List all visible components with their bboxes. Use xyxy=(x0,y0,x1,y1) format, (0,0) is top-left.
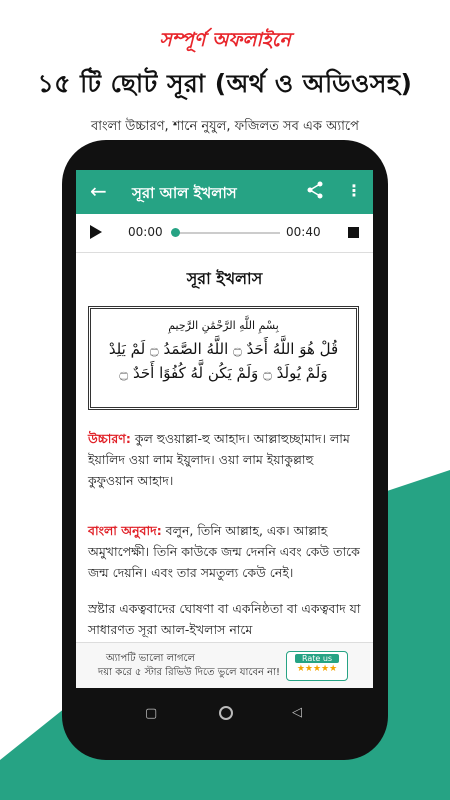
play-icon[interactable] xyxy=(90,225,102,239)
translation-label: বাংলা অনুবাদ: xyxy=(88,523,162,538)
share-icon[interactable] xyxy=(306,181,324,199)
seek-knob[interactable] xyxy=(171,228,180,237)
total-time: 00:40 xyxy=(286,225,321,239)
arrow-left-icon[interactable]: ← xyxy=(90,179,107,203)
info-paragraph xyxy=(88,598,362,640)
app-bar-title: সূরা আল ইখলাস xyxy=(132,184,237,202)
arabic-verse-box xyxy=(88,306,359,410)
info-text: স্রষ্টার একত্ববাদের ঘোষণা বা একনিষ্ঠতা বা একত্ববাদ যা সাধারণত সূরা আল-ইখলাস নামে xyxy=(88,601,361,637)
pronunciation-label: উচ্চারণ: xyxy=(88,431,131,446)
arabic-line-2: وَلَمْ يُولَدْ ۝ وَلَمْ يَكُن لَّهُ كُفُوًا أَحَدٌ ۝ xyxy=(119,364,328,382)
promo-subtitle: বাংলা উচ্চারণ, শানে নুযুল, ফজিলত সব এক অ্যাপে xyxy=(91,119,359,134)
arabic-bismillah: بِسْمِ اللَّهِ الرَّحْمَٰنِ الرَّحِيمِ xyxy=(168,319,279,332)
arabic-line-1: قُلْ هُوَ اللَّهُ أَحَدٌ ۝ اللَّهُ الصَّمَدُ ۝ لَمْ يَلِدْ xyxy=(108,340,339,358)
promo-title: ১৫ টি ছোট সূরা (অর্থ ও অডিওসহ) xyxy=(37,69,413,98)
nav-home-icon[interactable] xyxy=(219,706,233,720)
translation-text: বলুন, তিনি আল্লাহ, এক। আল্লাহ অমুখাপেক্ষী। তিনি কাউকে জন্ম দেননি এবং কেউ তাকে জন্ম দেয়নি। এবং তার সমতুল্য কেউ নেই। xyxy=(88,523,360,580)
audio-player xyxy=(76,214,373,253)
seek-bar[interactable] xyxy=(174,232,280,234)
more-vert-icon[interactable]: ⋮ xyxy=(346,181,362,200)
surah-heading: সূরা ইখলাস xyxy=(186,269,263,288)
rate-banner xyxy=(76,642,373,688)
rate-us-button[interactable] xyxy=(286,651,348,681)
nav-recent-icon[interactable]: ▢ xyxy=(145,706,158,721)
rate-line-2: দয়া করে ৫ স্টার রিভিউ দিতে ভুলে যাবেন না! xyxy=(98,667,281,678)
stop-icon[interactable] xyxy=(348,227,359,238)
star-rating-icon: ★★★★★ xyxy=(296,664,338,674)
promo-header xyxy=(0,26,450,138)
app-screen xyxy=(76,170,373,688)
promo-tagline: সম্পূর্ণ অফলাইনে xyxy=(159,29,291,51)
pronunciation-paragraph xyxy=(88,428,362,491)
current-time: 00:00 xyxy=(128,225,163,239)
pronunciation-text: কুল হুওয়াল্লা-হু আহাদ। আল্লাহুচ্ছামাদ। লাম ইয়ালিদ ওয়া লাম ইয়ুলাদ। ওয়া লাম ইয়াকুল্লাহু কুফুওয়ান আহাদ। xyxy=(88,431,350,488)
nav-back-icon[interactable]: ◁ xyxy=(292,705,302,720)
rate-line-1: অ্যাপটি ভালো লাগলে xyxy=(106,653,196,664)
app-bar xyxy=(76,170,373,214)
rate-us-label: Rate us xyxy=(295,654,339,663)
translation-paragraph xyxy=(88,520,362,583)
